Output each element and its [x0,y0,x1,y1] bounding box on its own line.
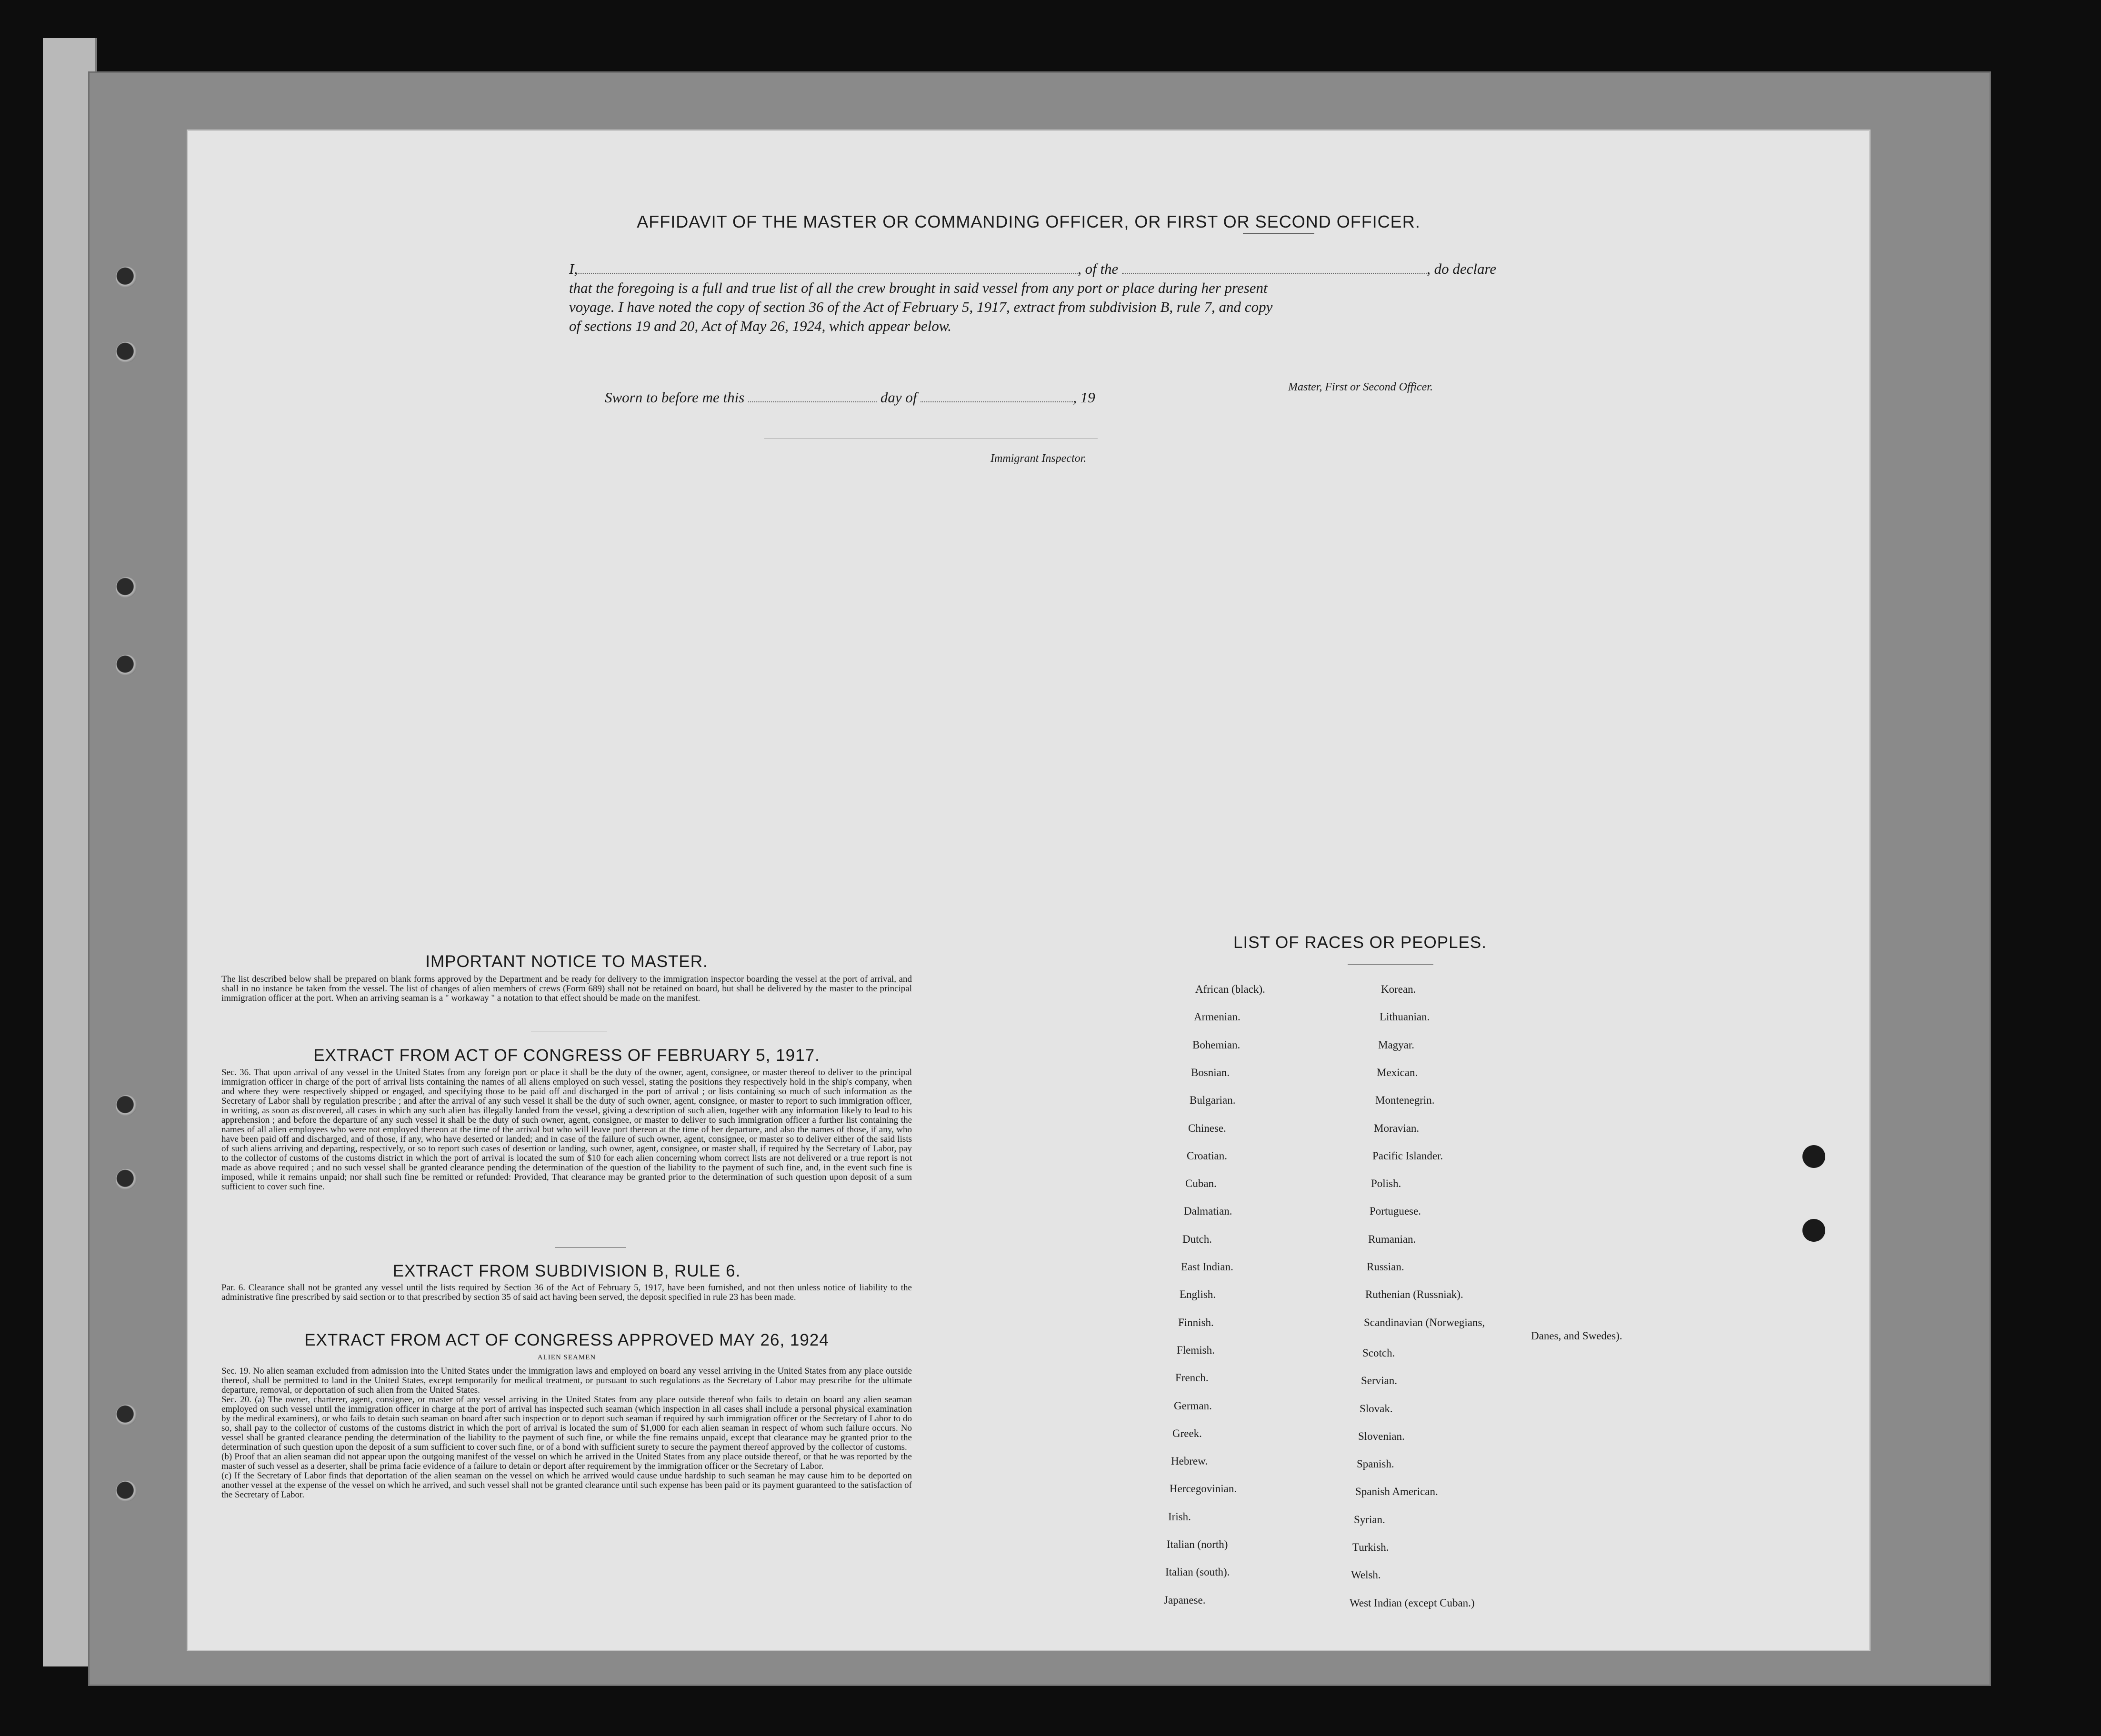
binder-hole [116,1095,137,1116]
extract-1917-text: Sec. 36. That upon arrival of any vessel in the United States from any foreign port or place it shall be the duty of the owner, agent, consignee, or master thereof to deliver to the principal immigration officer in charge of the port of arrival lists containing the names of all aliens employed on such vessel, stating the positions they respectively hold in the ship's company, when and where they were respectively shipped or engaged, and specifying those to be paid off and discharged in the port of arrival ; or lists containing so much of such information as the Secretary of Labor shall by regulation prescribe ; and after the arrival of any such vessel it shall be the duty of such owner, agent, consignee, or master to report to such immigration officer, in writing, as soon as discovered, all cases in which any such alien has illegally landed from the vessel, giving a description of such alien, together with any information likely to lead to his apprehension ; and before the departure of any such vessel it shall be the duty of such owner, agent, consignee, or master to deliver to such immigration officer a further list containing the names of all alien employees who were not employed thereon at the time of the arrival but who will leave port thereon at the time of her departure, and also the names of those, if any, who have been paid off and discharged, and of those, if any, who have deserted or landed; and in case of the failure of such owner, agent, consignee, or master so to deliver either of the said lists of such aliens arriving and departing, respectively, or so to report such cases of desertion or landing, such owner, agent, consignee, or master shall, if required by the Secretary of Labor, pay to the collector of customs of the customs district in which the port of arrival is located the sum of $10 for each alien concerning whom correct lists are not delivered or a true report is not made as above required ; and no such vessel shall be granted clearance pending the determination of the question of the liability to the payment of such fine, and, in the event such fine is imposed, while it remains unpaid; nor shall such fine be remitted or refunded: Provided, That clearance may be granted prior to the determination of such question upon deposit of a sum sufficient to cover such fine. [221,1068,912,1192]
race-item: Hercegovinian. [1170,1483,1237,1495]
binder-hole [116,655,137,676]
race-item: Scotch. [1362,1347,1395,1359]
race-item: Cuban. [1185,1177,1217,1190]
race-item: Bohemian. [1192,1038,1241,1051]
race-item: Portuguese. [1370,1205,1421,1217]
race-item: Bulgarian. [1190,1094,1236,1107]
notice-text: The list described below shall be prepared on blank forms approved by the Department and be ready for delivery to the immigration inspector boarding the vessel at the port of arrival, and shall in no instance be taken from the vessel. The list of changes of alien members of crews (Form 689) shall not be retained on board, but shall be delivered by the master to the principal immigration officer at the port. When an arriving seaman is a " workaway " a notation to that effect should be made on the manifest. [221,974,912,1003]
race-item: Flemish. [1177,1344,1215,1356]
rule6-text: Par. 6. Clearance shall not be granted any vessel until the lists required by Section 36 of the Act of February 5, 1917, have been furnished, and not then unless notice of liability to the administrative fine prescribed by said section or to that prescribed by section 35 of said act having been served, the deposit specified in rule 23 has been made. [221,1283,912,1302]
sec20a-text: Sec. 20. (a) The owner, charterer, agent, consignee, or master of any vessel arriving in the United States from any place outside thereof who fails to detain on board any alien seaman employed on such vessel until the immigration officer in charge at the port of arrival has inspected such seaman (which inspection in all cases shall include a personal physical examination by the medical examiners), or who fails to detain such seaman on board after such inspection or to deport such seaman if required by such immigration officer or the Secretary of Labor to do so, shall pay to the collector of customs of the customs district in which the port of arrival is located the sum of $1,000 for each alien seaman in respect of whom such failure occurs. No vessel shall be granted clearance pending the determination of the liability to the payment of such fine, or while the fine remains unpaid, except that clearance may be granted prior to the determination of such question upon the deposit of a sum sufficient to cover such fine, or of a bond with sufficient surety to secure the payment thereof approved by the collector of customs. [221,1395,912,1452]
race-item: Syrian. [1354,1513,1385,1526]
month-blank[interactable] [920,401,1073,402]
of-the-label: , of the [1078,260,1119,277]
name-blank[interactable] [578,273,1078,274]
race-item: Spanish American. [1355,1486,1438,1498]
race-item: Welsh. [1351,1569,1381,1581]
do-declare-label: , do declare [1427,260,1497,277]
binder-hole [116,267,137,288]
extract-1917-title: EXTRACT FROM ACT OF CONGRESS OF FEBRUARY 5, 1917. [313,1046,820,1065]
binder-hole [116,1169,137,1190]
race-item: Scandinavian (Norwegians, [1364,1316,1485,1328]
race-item: Danes, and Swedes). [1531,1329,1622,1342]
sec20c-text: (c) If the Secretary of Labor finds that deportation of the alien seaman on the vessel on which he arrived would cause undue hardship to such seaman he may cause him to be deported on another vessel at the expense of the vessel on which he arrived, and such vessel shall not be granted clearance until such expense has been paid or its payment guaranteed to the satisfaction of the Secretary of Labor. [221,1471,912,1500]
race-item: Korean. [1381,983,1416,995]
race-item: Turkish. [1352,1541,1389,1553]
race-item: Slovenian. [1358,1430,1405,1442]
race-item: Ruthenian (Russniak). [1365,1288,1463,1301]
race-item: Servian. [1361,1375,1398,1387]
race-item: Italian (north) [1167,1538,1228,1550]
race-item: French. [1175,1372,1209,1384]
race-item: Italian (south). [1165,1566,1230,1578]
race-item: Mexican. [1377,1066,1418,1078]
declaration-body [569,279,1702,336]
race-item: African (black). [1195,983,1265,995]
race-item: Dalmatian. [1184,1205,1232,1217]
divider [1243,233,1314,234]
extract-1924-title: EXTRACT FROM ACT OF CONGRESS APPROVED MAY 26, 1924 [304,1331,829,1349]
year-label: , 19 [1073,389,1095,406]
punch-hole [1802,1145,1825,1168]
i-label: I, [569,260,578,277]
race-item: West Indian (except Cuban.) [1350,1596,1475,1609]
race-item: Bosnian. [1191,1066,1230,1078]
race-item: Rumanian. [1368,1233,1416,1245]
day-of-label: day of [880,389,917,406]
race-item: Montenegrin. [1375,1094,1435,1107]
binder-hole [116,342,137,363]
vessel-blank[interactable] [1122,273,1427,274]
race-item: German. [1174,1399,1212,1412]
divider [555,1247,626,1248]
affidavit-title: AFFIDAVIT OF THE MASTER OR COMMANDING OFFICER, OR FIRST OR SECOND OFFICER. [637,212,1421,231]
race-item: Hebrew. [1171,1455,1208,1467]
race-item: Polish. [1371,1177,1401,1190]
master-signature-label: Master, First or Second Officer. [1288,381,1433,393]
signature-line [764,438,1098,439]
sworn-line [605,388,1367,407]
declaration-first-line [569,259,1702,279]
race-item: Croatian. [1187,1149,1227,1162]
race-item: Greek. [1172,1427,1202,1439]
race-item: Slovak. [1360,1402,1393,1415]
binder-hole [116,577,137,598]
binder-hole [116,1405,137,1426]
declaration-line: that the foregoing is a full and true list of all the crew brought in said vessel from any port or place during her present [569,279,1268,296]
punch-hole [1802,1219,1825,1242]
sec19-text: Sec. 19. No alien seaman excluded from admission into the United States under the immigration laws and employed on board any vessel arriving in the United States from any place outside thereof, shall be permitted to land in the United States, except temporarily for medical treatment, or pursuant to such regulations as the Secretary of Labor may prescribe for the ultimate departure, removal, or deportation of such alien from the United States. [221,1366,912,1395]
extract-1924-body [221,1367,912,1500]
race-item: Spanish. [1357,1458,1394,1470]
race-item: Pacific Islander. [1372,1149,1443,1162]
race-item: Russian. [1367,1261,1404,1273]
race-item: English. [1180,1288,1216,1301]
notice-title: IMPORTANT NOTICE TO MASTER. [425,952,708,971]
divider [1348,964,1433,965]
form-page [188,131,1869,1650]
race-item: Dutch. [1182,1233,1212,1245]
race-item: Finnish. [1178,1316,1214,1328]
race-item: East Indian. [1181,1261,1233,1273]
rule6-title: EXTRACT FROM SUBDIVISION B, RULE 6. [392,1262,741,1280]
race-item: Moravian. [1374,1122,1420,1134]
race-item: Japanese. [1164,1594,1206,1606]
race-item: Magyar. [1378,1038,1415,1051]
day-blank[interactable] [748,401,877,402]
race-item: Armenian. [1194,1011,1241,1023]
race-item: Irish. [1168,1510,1191,1523]
race-item: Chinese. [1188,1122,1226,1134]
inspector-signature-label: Immigrant Inspector. [990,452,1087,465]
declaration-line: voyage. I have noted the copy of section 36 of the Act of February 5, 1917, extract from subdivision B, rule 7, and copy [569,299,1273,315]
races-title: LIST OF RACES OR PEOPLES. [1233,933,1487,952]
sworn-label: Sworn to before me this [605,389,745,406]
binder-hole [116,1481,137,1502]
sec20b-text: (b) Proof that an alien seaman did not appear upon the outgoing manifest of the vessel on which he arrived in the United States from any place outside thereof, or that he was reported by the master of such vessel as a deserter, shall be prima facie evidence of a failure to detain or deport after requirement by the immigration officer or the Secretary of Labor. [221,1452,912,1471]
declaration-line: of sections 19 and 20, Act of May 26, 1924, which appear below. [569,318,952,334]
race-item: Lithuanian. [1380,1011,1430,1023]
extract-1924-subtitle: ALIEN SEAMEN [537,1354,596,1361]
